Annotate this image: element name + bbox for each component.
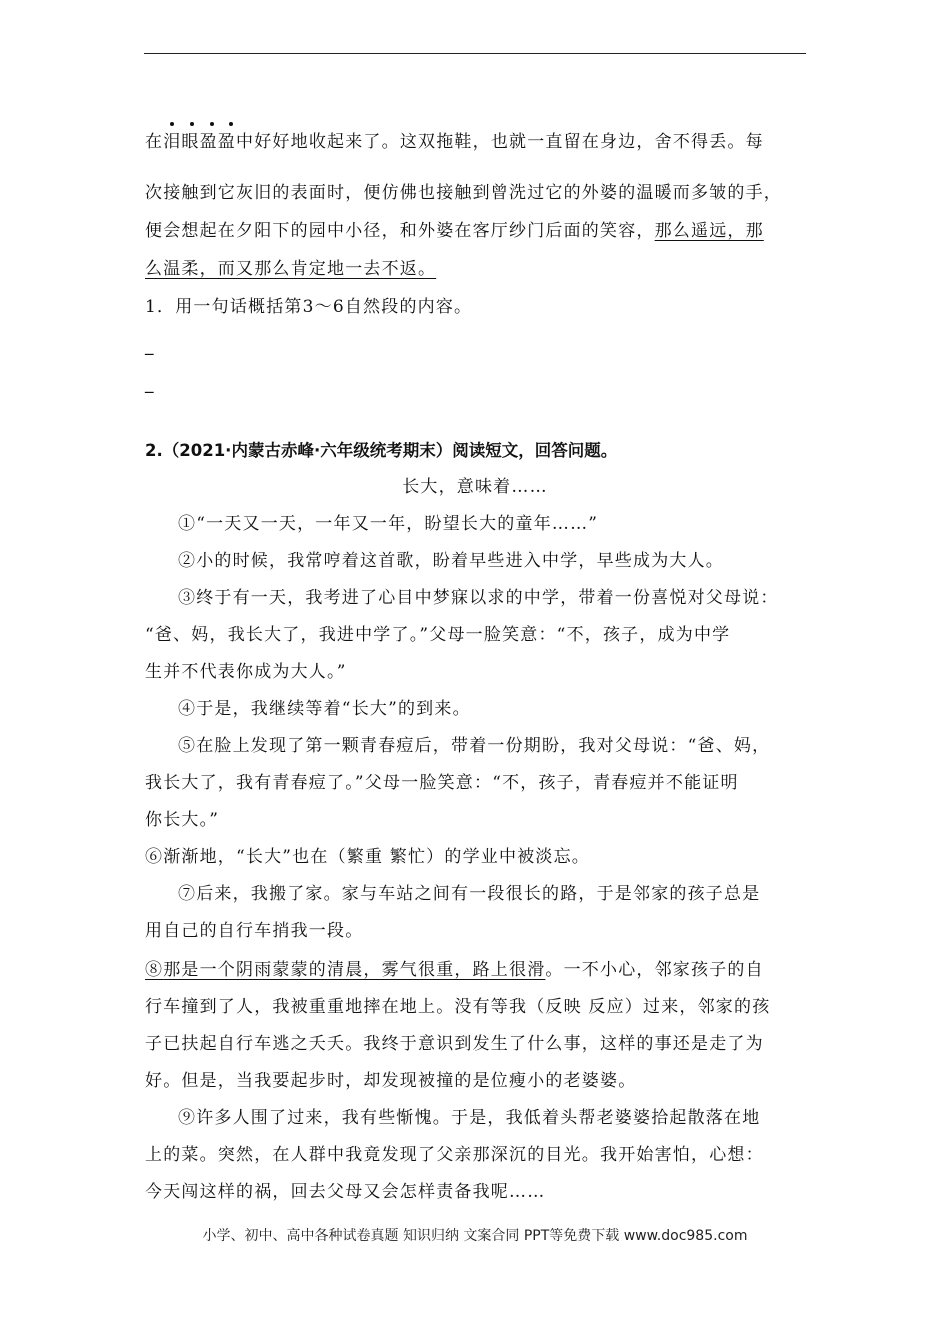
paragraph-2: ②小的时候，我常哼着这首歌，盼着早些进入中学，早些成为大人。 [178,551,724,571]
underlined-sentence-p8: 那是一个阴雨蒙蒙的清晨，雾气很重，路上很滑 [163,960,546,980]
passage1-line1-pre: 在泪眼 [145,132,200,152]
passage1-line3-pre: 便会想起在夕阳下的园中小径，和外婆在客厅纱门后面的笑容， [145,221,655,241]
dotted-word: 盈盈 [199,132,237,152]
paragraph-8-number: ⑧ [145,960,164,980]
header-rule [144,53,806,54]
paragraph-8-line3: 子已扶起自行车逃之夭夭。我终于意识到发生了什么事，这样的事还是走了为 [145,1034,764,1054]
paragraph-1: ①“一天又一天，一年又一年，盼望长大的童年……” [178,514,599,534]
emphasis-dot [190,122,194,126]
paragraph-5-line1: ⑤在脸上发现了第一颗青春痘后，带着一份期盼，我对父母说：“爸、妈， [178,736,771,756]
paragraph-7-line2: 用自己的自行车捎我一段。 [145,921,364,941]
passage1-line4 [145,257,815,281]
paragraph-8-line1 [145,958,815,982]
answer-blank-2[interactable]: _ [145,374,154,394]
paragraph-7-line1: ⑦后来，我搬了家。家与车站之间有一段很长的路，于是邻家的孩子总是 [178,884,761,904]
emphasis-dot [210,122,214,126]
footer-banner[interactable]: 小学、初中、高中各种试卷真题 知识归纳 文案合同 PPT等免费下载 www.doc985.com [202,1228,748,1244]
passage1-line2: 次接触到它灰旧的表面时，便仿佛也接触到曾洗过它的外婆的温暖而多皱的手， [145,183,782,203]
paragraph-4: ④于是，我继续等着“长大”的到来。 [178,699,471,719]
paragraph-8-line4: 好。但是，当我要起步时，却发现被撞的是位瘦小的老婆婆。 [145,1071,637,1091]
question2-heading: 2.（2021·内蒙古赤峰·六年级统考期末）阅读短文，回答问题。 [145,441,618,460]
passage1-line1 [145,130,815,154]
paragraph-6: ⑥渐渐地，“长大”也在（繁重 繁忙）的学业中被淡忘。 [145,847,590,867]
paragraph-9-line1: ⑨许多人围了过来，我有些惭愧。于是，我低着头帮老婆婆拾起散落在地 [178,1108,761,1128]
emphasis-dotted-text [200,130,236,154]
question1-text: 1．用一句话概括第3～6自然段的内容。 [145,297,473,317]
paragraph-8-line1-post: 。一不小心，邻家孩子的自 [545,960,764,980]
paragraph-5-line2: 我长大了，我有青春痘了。”父母一脸笑意：“不，孩子，青春痘并不能证明 [145,773,739,793]
paragraph-9-line3: 今天闯这样的祸，回去父母又会怎样责备我呢…… [145,1182,546,1202]
paragraph-3-line1: ③终于有一天，我考进了心目中梦寐以求的中学，带着一份喜悦对父母说： [178,588,779,608]
paragraph-8-line2: 行车撞到了人，我被重重地摔在地上。没有等我（反映 反应）过来，邻家的孩 [145,997,771,1017]
passage2-title: 长大，意味着…… [402,477,548,497]
passage1-line3 [145,219,815,243]
emphasis-dot [170,122,174,126]
emphasis-dot [229,122,233,126]
paragraph-5-line3: 你长大。” [145,810,220,830]
underlined-sentence-part2: 么温柔，而又那么肯定地一去不返。 [145,259,437,279]
answer-blank-1[interactable]: _ [145,336,154,356]
paragraph-3-line3: 生并不代表你成为大人。” [145,662,347,682]
underlined-sentence-part1: 那么遥远，那 [654,221,764,241]
passage1-line1-post: 中好好地收起来了。这双拖鞋，也就一直留在身边，舍不得丢。每 [236,132,764,152]
paragraph-9-line2: 上的菜。突然，在人群中我竟发现了父亲那深沉的目光。我开始害怕，心想： [145,1145,764,1165]
paragraph-3-line2: “爸、妈，我长大了，我进中学了。”父母一脸笑意：“不，孩子，成为中学 [145,625,731,645]
